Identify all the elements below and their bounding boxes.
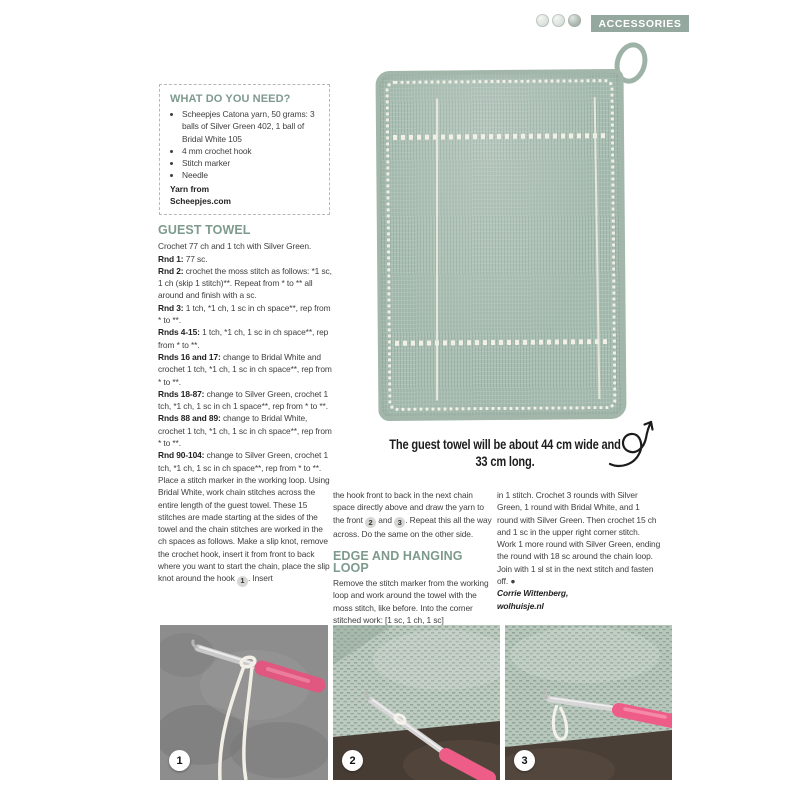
round-label: Rnds 18-87: (158, 388, 205, 399)
round-label: Rnds 16 and 17: (158, 351, 221, 362)
yarn-dot-icon (568, 14, 581, 27)
edge-section-title: EDGE AND HANGING LOOP (333, 548, 463, 575)
finish-column (497, 489, 661, 612)
section-banner-label: ACCESSORIES (598, 17, 682, 30)
section-banner (591, 15, 689, 32)
pattern-column (158, 224, 332, 587)
continuation-column (333, 489, 496, 626)
round-label: Rnd 1: (158, 253, 184, 264)
continuation-paragraph: the hook front to back in the next chain space directly above and draw the yarn to the front 2 and 3 . Repeat this all the way across. Do the same on the other side. (333, 490, 492, 540)
yarn-from-source: Scheepjes.com (170, 196, 231, 207)
round-text: change to Bridal White, crochet 1 tch, *1 ch, 1 sc in ch space**, rep from * to **. (158, 413, 332, 449)
towel-body (375, 69, 626, 421)
round-row (158, 253, 332, 265)
step-badge: 3 (514, 750, 535, 771)
credit-name: Corrie Wittenberg, (497, 588, 569, 599)
step-photo-2 (333, 625, 500, 780)
edge-section-body: Remove the stitch marker from the working loop and work around the towel with the moss stitch, like before. Into the corner stitched work: [1 sc, 1 ch, 1 sc] (333, 578, 489, 626)
materials-item: • Scheepjes Catona yarn, 50 grams: 3 balls of Silver Green 402, 1 ball of Bridal White 105 (182, 108, 321, 145)
step-photo-1 (160, 625, 328, 780)
round-row (158, 449, 332, 474)
materials-title: WHAT DO YOU NEED? (170, 93, 291, 105)
round-label: Rnd 3: (158, 302, 184, 313)
round-text: change to Silver Green, crochet 1 tch, *1 ch, 1 sc in ch 1 space**, rep from * to **. (158, 388, 329, 412)
round-label: Rnds 4-15: (158, 327, 200, 338)
yarn-dot-icon (552, 14, 565, 27)
round-text: change to Bridal White and crochet 1 tch, *1 ch, 1 sc in ch space**, rep from * to **. (158, 351, 332, 387)
inline-step-badge-2: 2 (365, 517, 376, 528)
round-row (158, 326, 332, 351)
materials-item: • 4 mm crochet hook (182, 145, 321, 157)
inline-step-badge-1: 1 (237, 576, 248, 587)
round-row (158, 351, 332, 388)
round-row (158, 302, 332, 327)
step-badge: 2 (342, 750, 363, 771)
placement-paragraph: Place a stitch marker in the working loop. Using Bridal White, work chain stitches across the entire length of the guest towel. These 15 stitches are made starting at the sides of the towel and the chain stitches are worked in the ch spaces as follows. Make a slip knot, remove the crochet hook, insert it from front to back where you want to start the chain, place the slip knot around the hook 1 . Insert (158, 474, 330, 586)
yarn-from-label: Yarn from (170, 183, 210, 194)
materials-list (170, 108, 321, 182)
step-photo-3 (505, 625, 672, 780)
round-row (158, 412, 332, 449)
inline-step-badge-3: 3 (394, 517, 405, 528)
round-text: 77 sc. (185, 253, 208, 264)
difficulty-dots (536, 14, 581, 27)
towel-caption: The guest towel will be about 44 cm wide and 33 cm long. (389, 437, 621, 469)
pattern-title: GUEST TOWEL (158, 223, 251, 237)
towel-photo (375, 40, 639, 434)
round-text: change to Silver Green, crochet 1 tch, *1 ch, 1 sc in ch space**, rep from * to **. (158, 450, 329, 473)
round-text: 1 tch, *1 ch, 1 sc in ch space**, rep from * to **. (158, 327, 329, 350)
round-label: Rnd 2: (158, 265, 184, 276)
materials-box (159, 84, 330, 215)
round-text: 1 tch, *1 ch, 1 sc in ch space**, rep from * to **. (158, 302, 331, 326)
materials-item: • Stitch marker (182, 157, 321, 169)
round-row (158, 388, 332, 413)
round-label: Rnds 88 and 89: (158, 413, 221, 424)
towel-chain-line-left (436, 99, 438, 401)
curl-arrow-icon (607, 407, 659, 471)
yarn-dot-icon (536, 14, 549, 27)
round-label: Rnd 90-104: (158, 450, 205, 461)
round-text: crochet the moss stitch as follows: *1 sc, 1 ch (skip 1 stitch)**. Repeat from * to ** all around and finish with a sc. (158, 265, 332, 301)
pattern-intro: Crochet 77 ch and 1 tch with Silver Green. (158, 241, 312, 252)
finish-body: in 1 stitch. Crochet 3 rounds with Silver Green, 1 round with Bridal White, and 1 round with Silver Green. Then crochet 15 ch and 1 sc in the upper right corner stitch. Work 1 more round with Silver Green, ending the round with 18 sc around the chain loop. Join with 1 sl st in the next stitch and fasten off. ● (497, 490, 661, 587)
credit-site: wolhuisje.nl (497, 600, 544, 611)
round-row (158, 265, 332, 302)
towel-picot-border (386, 79, 617, 411)
step-badge: 1 (169, 750, 190, 771)
materials-item: • Needle (182, 169, 321, 181)
